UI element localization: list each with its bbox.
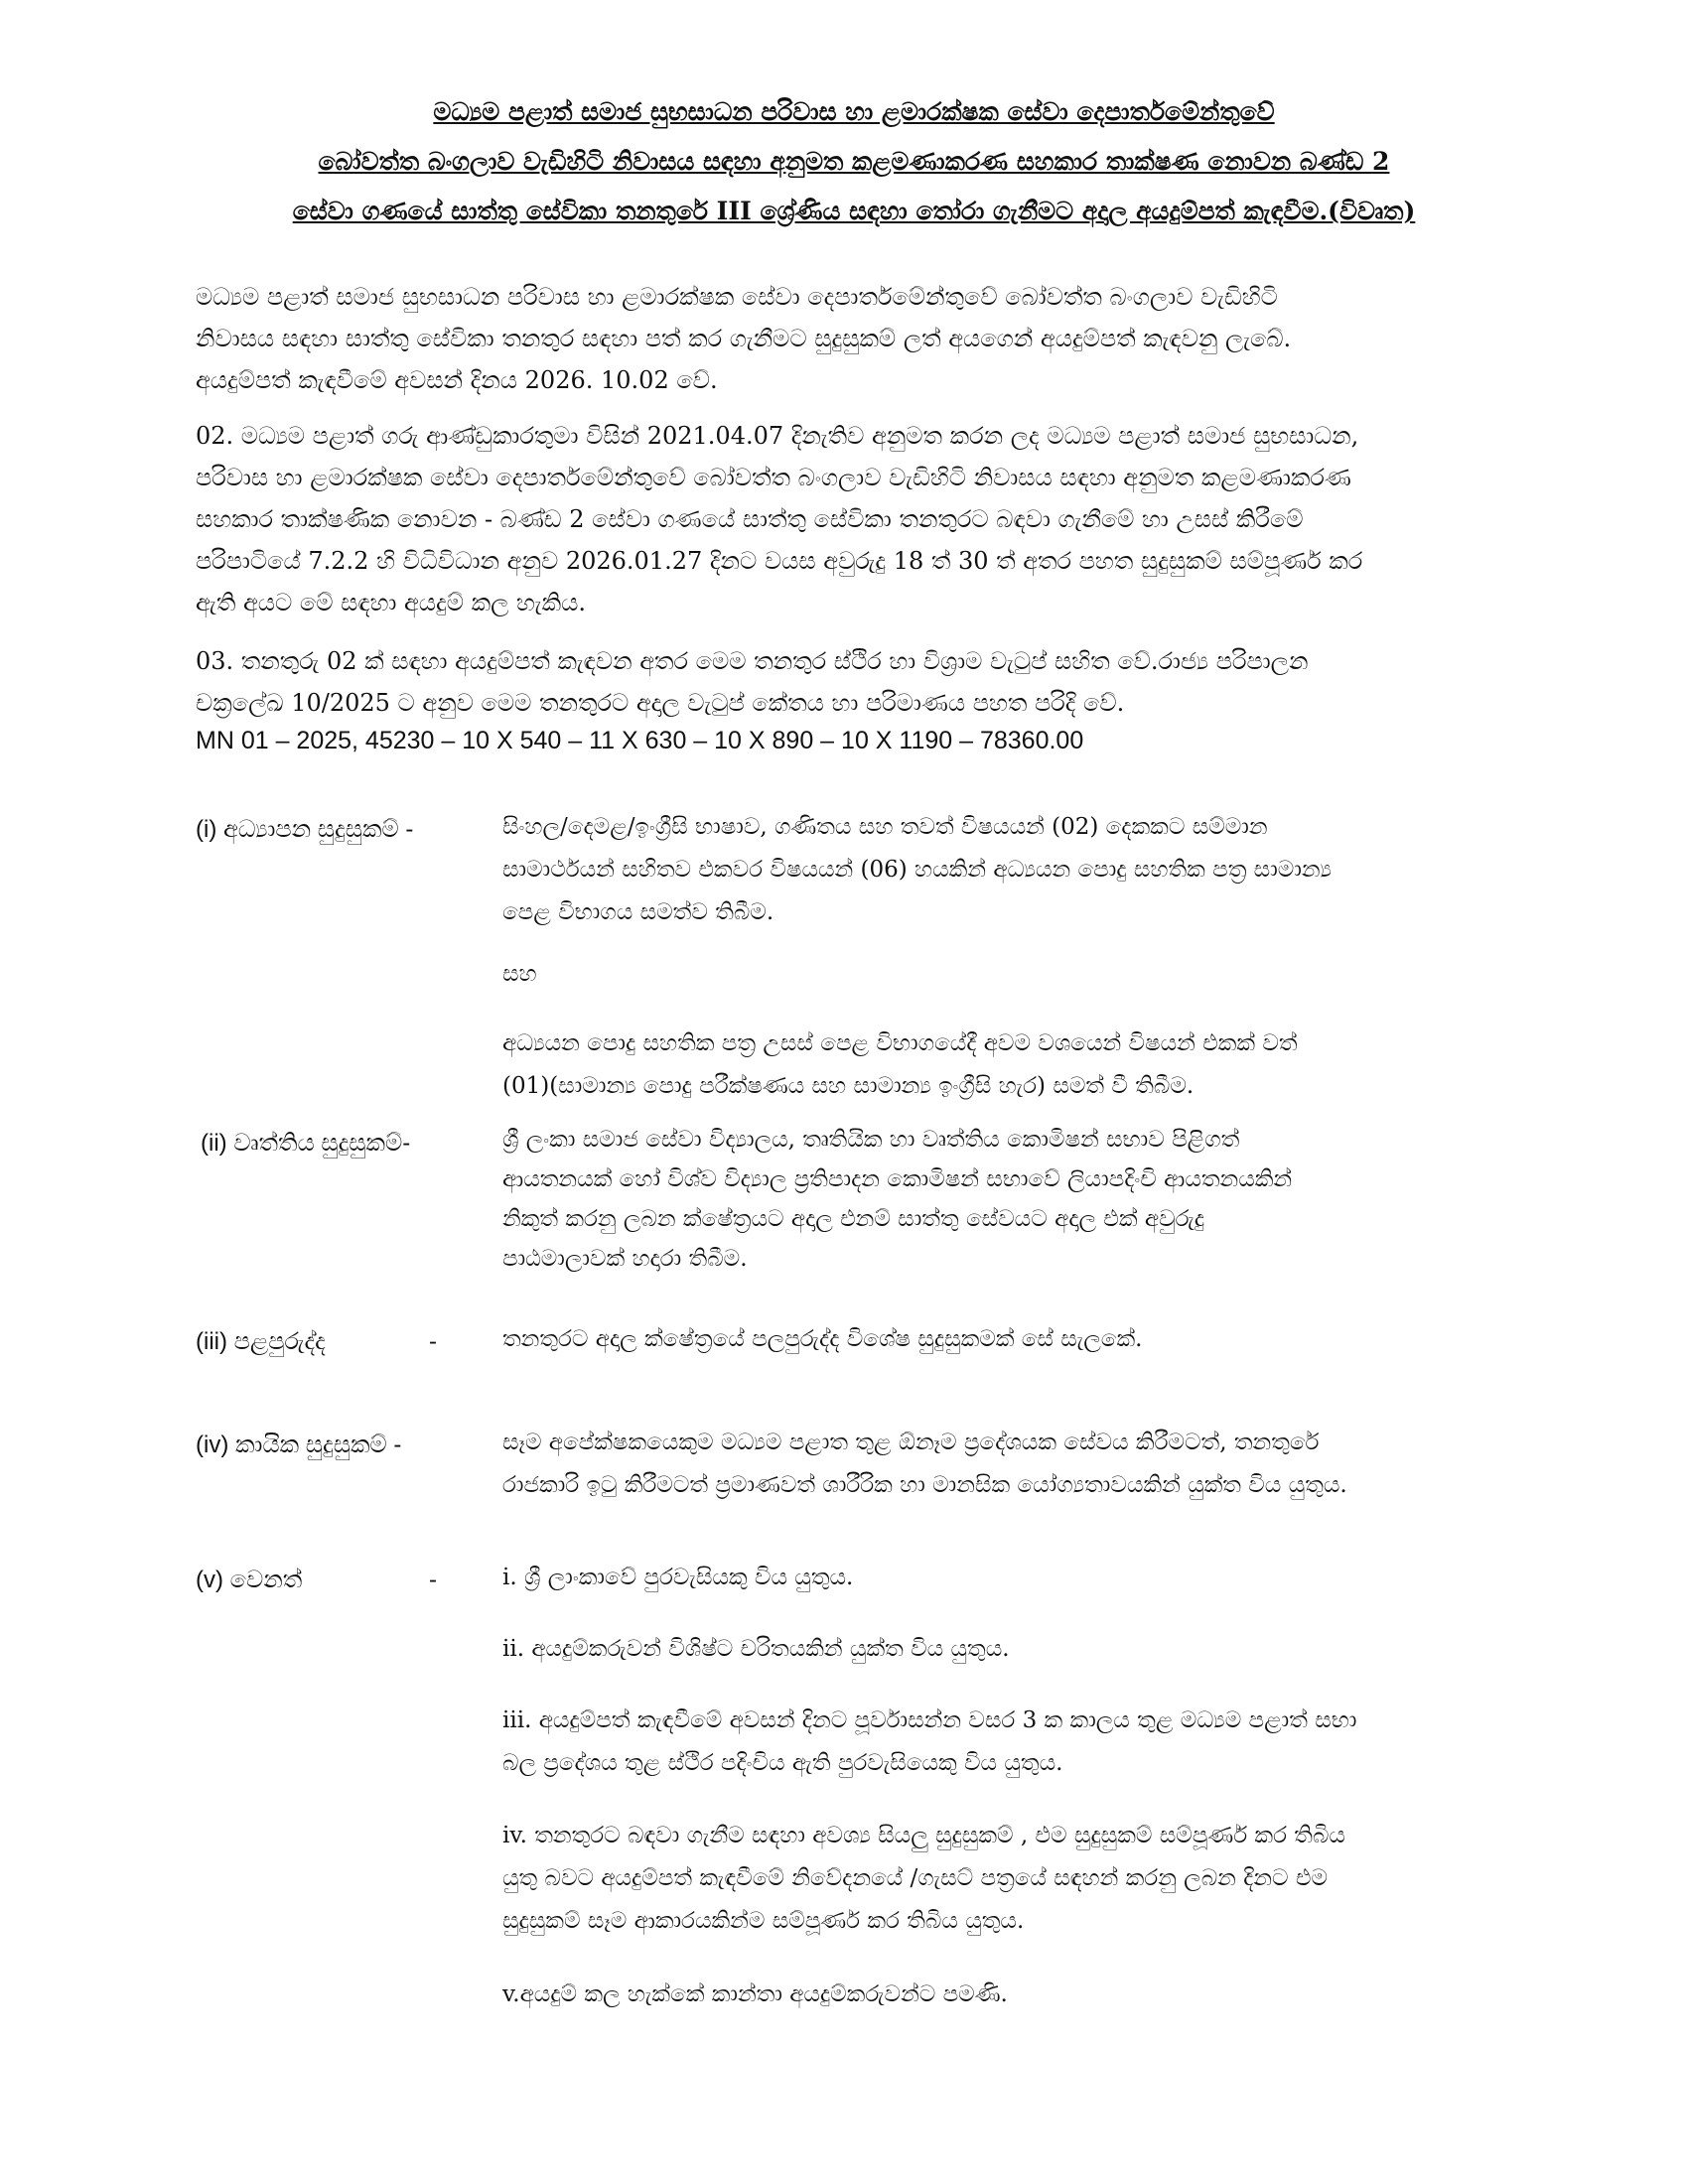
paragraph-03-line: චක්‍රලේඛ 10/2025 ට අනුව මෙම තනතුරට අදාල වැටුප් කේතය හා පරිමාණය පහත පරිදි වේ. [196,689,1125,717]
other-item-line: iv. තනතුරට බඳවා ගැනීම සඳහා අවශ්‍ය සියලු සුදුසුකම් , එම සුදුසුකම් සම්පූර්ණ කර තිබිය [502,1823,1345,1848]
paragraph-02-line: ඇති අයට මේ සඳහා අයදුම් කල හැකිය. [196,589,586,616]
paragraph-03 [196,640,1518,724]
other-item: ii. අයදුම්කරුවන් විශිෂ්ට චරිතයකින් යුක්ත විය යුතුය. [502,1636,1010,1662]
qualification-iv-line: සෑම අපේක්ෂකයෙකුම මධ්‍යම පළාත තුළ ඕනෑම ප්‍රදේශයක සේවය කිරීමටත්, තනතුරේ [502,1430,1320,1455]
qualification-v-item-ii [502,1628,1515,1671]
qualification-iv-text [502,1422,1515,1507]
paragraph-03-line: 03. තනතුරු 02 ක් සඳහා අයදුම්පත් කැඳවන අතර මෙම තනතුර ස්ථිර හා විශ්‍රාම වැටුප් සහිත වේ.රාජ්‍ය පරිපාලන [196,647,1309,675]
paragraph-02-line: සහකාර තාක්ෂණික නොවන - බණ්ඩ 2 සේවා ගණයේ සාත්තු සේවිකා තනතුරට බඳවා ගැනීමේ හා උසස් කිරීමේ [196,505,1304,533]
qualification-v-item-v [502,1974,1515,2016]
qualification-iii-label: (iii) පළපුරුද්ද [196,1328,326,1355]
qualification-i-and [502,953,1515,996]
qualification-v-item-iii [502,1700,1515,1785]
qualification-ii-text [502,1120,1515,1279]
qualification-v-label: (v) වෙනත් [196,1567,303,1593]
qualification-i-label: (i) අධ්‍යාපන සුදුසුකම් - [196,816,414,843]
qualification-v-item-iv [502,1815,1515,1943]
paragraph-02-line: පරිවාස හා ළමාරක්ෂක සේවා දෙපාර්තමේන්තුවේ බෝවත්ත බංගලාව වැඩිහිටි නිවාසය සඳහා අනුමත කළමණාකරණ [196,464,1351,491]
other-item-line: යුතු බවට අයදුම්පත් කැඳවීමේ නිවේදනයේ /ගැසට් පත්‍රයේ සඳහන් කරනු ලබන දිනට එම [502,1865,1329,1891]
qualification-ii-line: ශ්‍රී ලංකා සමාජ සේවා විද්‍යාලය, තෘතියික හා වෘත්තිය කොමිෂන් සභාව පිළිගත් [502,1127,1240,1153]
qualification-i-line: සිංහල/දෙමළ/ඉංග්‍රීසි භාෂාව, ගණිතය සහ තවත් විෂයයන් (02) දෙකකට සම්මාන [502,814,1268,840]
salary-scale: MN 01 – 2025, 45230 – 10 X 540 – 11 X 630 – 10 X 890 – 10 X 1190 – 78360.00 [196,727,1084,754]
paragraph-02-line: පරිපාටියේ 7.2.2 හි විධිවිධාන අනුව 2026.01.27 දිනට වයස අවුරුදු 18 ත් 30 ත් අතර පහත සුදුසුකම් සම්පූර්ණ කර [196,547,1363,575]
intro-line: මධ්‍යම පළාත් සමාජ සුභසාධන පරිවාස හා ළමාරක්ෂක සේවා දෙපාර්තමේන්තුවේ බෝවත්ත බංගලාව වැඩිහිටි [196,283,1278,311]
other-item: v.අයදුම් කල හැක්කේ කාන්තා අයදුම්කරුවන්ට පමණි. [502,1981,1008,2007]
intro-paragraph [196,276,1518,401]
qualification-ii-line: පාඨමාලාවක් හදාරා තිබීම. [502,1246,748,1272]
qualification-i-line: අධ්‍යයන පොදු සහතික පත්‍ර උසස් පෙළ විභාගයේදී අවම වශයෙන් විෂයන් එකක් වත් [502,1030,1298,1056]
qualification-i-text-2 [502,1023,1515,1108]
qualification-v-dash: - [429,1567,437,1593]
and-word: සහ [502,961,537,987]
qualification-i-line: (01)(සාමාන්‍ය පොදු පරීක්ෂණය සහ සාමාන්‍ය ඉංග්‍රීසි හැර) සමත් වී තිබීම. [502,1073,1195,1099]
qualification-i-line: සාමාර්ථයන් සහිතව එකවර විෂයයන් (06) හයකින් අධ්‍යයන පොදු සහතික පත්‍ර සාමාන්‍ය [502,857,1333,883]
qualification-iii-text [502,1318,1515,1361]
qualification-ii-label: (ii) වෘත්තිය සුදුසුකම්- [201,1130,411,1157]
qualification-iv-label: (iv) කායික සුදුසුකම් - [196,1432,402,1458]
paragraph-02 [196,415,1518,623]
intro-line: නිවාසය සඳහා සාත්තු සේවිකා තනතුර සඳහා පත් කර ගැනීමට සුදුසුකම් ලත් අයගෙන් අයදුම්පත් කැඳවනු ලැබේ. [196,325,1292,352]
other-item: i. ශ්‍රී ලාංකාවේ පුරවැසියකු විය යුතුය. [502,1565,854,1590]
other-item-line: බල ප්‍රදේශය තුළ ස්ථිර පදිංචිය ඇති පුරවැසියෙකු විය යුතුය. [502,1750,1063,1776]
paragraph-02-line: 02. මධ්‍යම පළාත් ගරු ආණ්ඩුකාරතුමා විසින් 2021.04.07 දිනැතිව අනුමත කරන ලද මධ්‍යම පළාත් සමාජ සුභසාධන, [196,422,1359,450]
qualification-i-text [502,806,1515,934]
qualification-v-item-i [502,1557,1515,1599]
qualification-ii-line: ආයතනයක් හෝ විශ්ව විද්‍යාල ප්‍රතිපාදන කොමිෂන් සභාවේ ලියාපදිංචි ආයතනයකින් [502,1166,1293,1192]
other-item-line: iii. අයදුම්පත් කැඳවීමේ අවසන් දිනට පූර්වාසන්න වසර 3 ක කාලය තුළ මධ්‍යම පළාත් සභා [502,1707,1357,1733]
intro-line: අයදුම්පත් කැඳවීමේ අවසන් දිනය 2026. 10.02 වේ. [196,366,718,394]
other-item-line: සුදුසුකම් සෑම ආකාරයකින්ම සම්පූර්ණ කර තිබිය යුතුය. [502,1908,1025,1934]
qualification-iii-dash: - [429,1328,437,1355]
qualification-iv-line: රාජකාරි ඉටු කිරීමටත් ප්‍රමාණවත් ශාරීරික හා මානසික යෝග්‍යතාවයකින් යුක්ත විය යුතුය. [502,1472,1347,1498]
header-line-3: සේවා ගණයේ සාත්තු සේවිකා තනතුරේ III ශ්‍රේණිය සඳහා තෝරා ගැනීමට අදාල අයදුම්පත් කැඳවීම.(විවෘත) [292,197,1416,225]
qualification-iii-line: තනතුරට අදාල ක්ෂේත්‍රයේ පලපුරුද්ද විශේෂ සුදුසුකමක් සේ සැලකේ. [502,1326,1143,1352]
qualification-i-line: පෙළ විභාගය සමත්ව තිබීම. [502,899,774,925]
qualification-ii-line: නිකුත් කරනු ලබන ක්ෂේත්‍රයට අදාල එනම් සාත්තු සේවයට අදාල එක් අවුරුදු [502,1206,1205,1232]
header-line-1: මධ්‍යම පළාත් සමාජ සුභසාධන පරිවාස හා ළමාරක්ෂක සේවා දෙපාර්තමේන්තුවේ [433,97,1275,126]
header-line-2: බෝවත්ත බංගලාව වැඩිහිටි නිවාසය සඳහා අනුමත කළමණාකරණ සහකාර තාක්ෂණ නොවන බණ්ඩ 2 [318,147,1390,176]
